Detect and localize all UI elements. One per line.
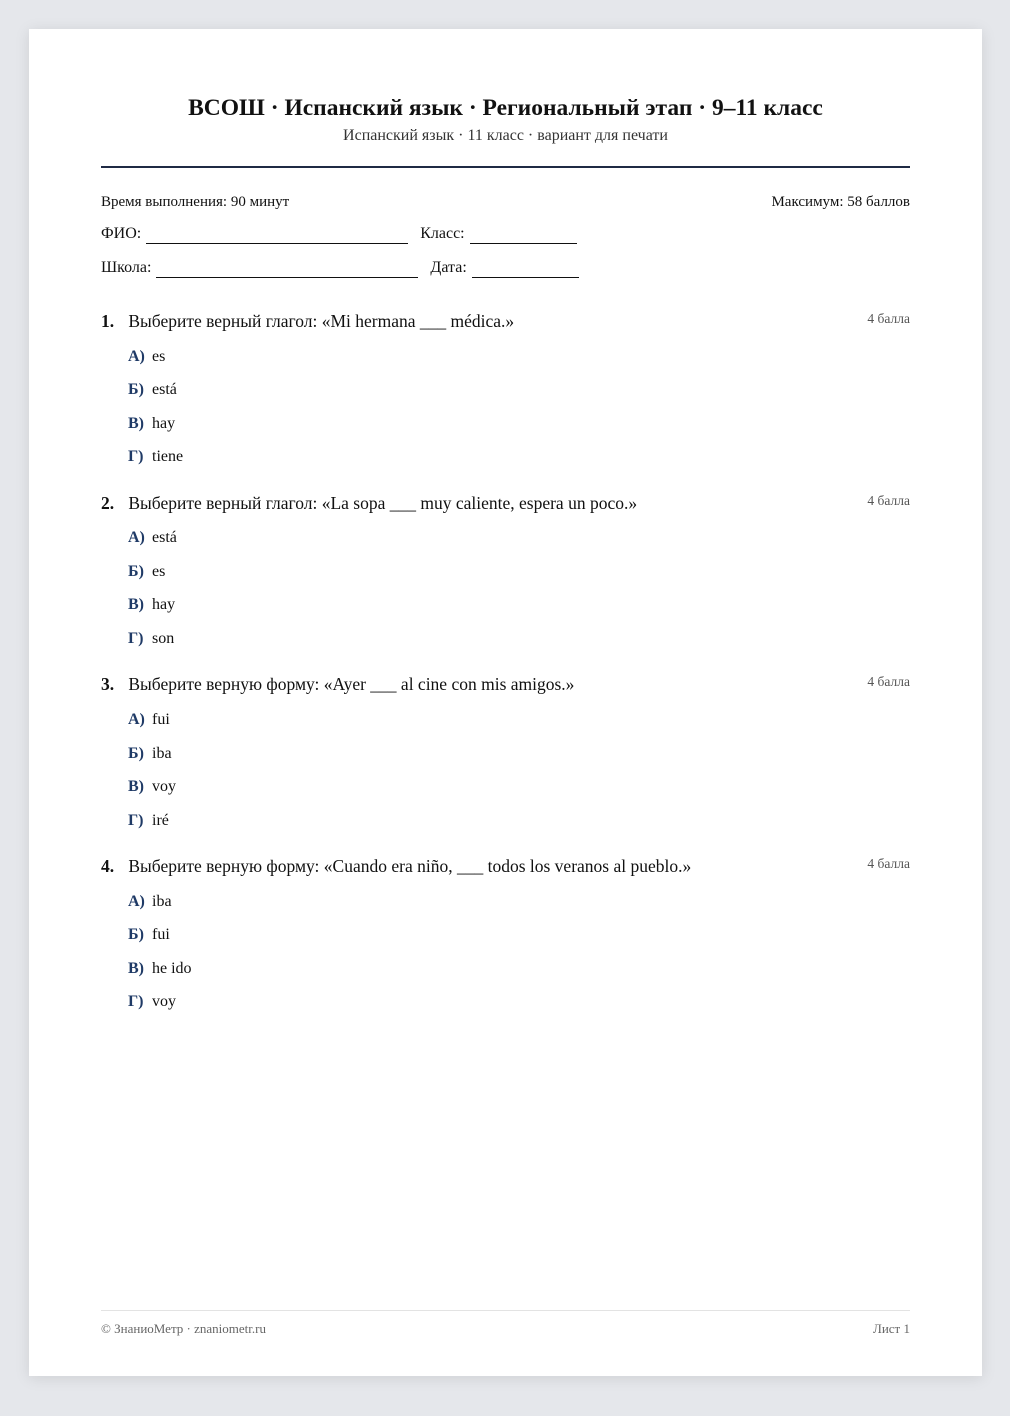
date-field[interactable] [472, 263, 579, 278]
option-b[interactable] [128, 744, 172, 764]
option-letter: Г) [128, 993, 144, 1010]
option-text: fui [152, 711, 170, 728]
option-d[interactable] [128, 811, 169, 831]
question-number: 1. [101, 311, 115, 331]
option-text: está [152, 381, 177, 398]
name-field[interactable] [146, 229, 408, 244]
question-points: 4 балла [867, 856, 910, 871]
footer-copyright: © ЗнаниоМетр · znaniometr.ru [101, 1321, 266, 1336]
option-b[interactable] [128, 380, 177, 400]
option-c[interactable] [128, 777, 176, 797]
option-a[interactable] [128, 710, 170, 730]
question-header [101, 855, 910, 877]
class-label: Класс: [420, 225, 465, 242]
footer-divider [101, 1310, 910, 1311]
option-text: voy [152, 993, 176, 1010]
option-letter: В) [128, 596, 144, 613]
option-text: iré [152, 812, 169, 829]
question-text: Выберите верный глагол: «Mi hermana ___ médica.» [128, 311, 515, 331]
class-field[interactable] [470, 229, 577, 244]
option-letter: Г) [128, 812, 144, 829]
date-label: Дата: [430, 259, 467, 276]
option-text: es [152, 563, 166, 580]
option-letter: Б) [128, 926, 144, 943]
school-label: Школа: [101, 259, 152, 276]
school-field[interactable] [156, 263, 418, 278]
option-b[interactable] [128, 562, 165, 582]
option-b[interactable] [128, 925, 170, 945]
option-d[interactable] [128, 992, 176, 1012]
option-letter: В) [128, 415, 144, 432]
header-divider [101, 166, 910, 168]
option-c[interactable] [128, 595, 175, 615]
page-content [101, 29, 910, 1376]
page-title: ВСОШ · Испанский язык · Региональный этап · 9–11 класс [188, 95, 823, 121]
option-text: está [152, 529, 177, 546]
question-header [101, 492, 910, 514]
question-4 [101, 855, 910, 1010]
option-text: fui [152, 926, 170, 943]
question-number: 3. [101, 674, 115, 694]
option-text: iba [152, 745, 172, 762]
time-limit: Время выполнения: 90 минут [101, 194, 290, 210]
option-letter: В) [128, 960, 144, 977]
option-text: hay [152, 415, 176, 432]
option-a[interactable] [128, 892, 172, 912]
question-points: 4 балла [867, 674, 910, 689]
option-letter: А) [128, 893, 145, 910]
option-a[interactable] [128, 347, 165, 367]
question-3 [101, 673, 910, 829]
document-page [29, 29, 982, 1376]
page-header [101, 92, 910, 146]
option-letter: А) [128, 711, 145, 728]
question-text: Выберите верный глагол: «La sopa ___ muy caliente, espera un poco.» [128, 493, 638, 513]
question-points: 4 балла [867, 493, 910, 508]
page-subtitle: Испанский язык · 11 класс · вариант для печати [343, 127, 668, 144]
option-text: son [152, 630, 175, 647]
question-number: 2. [101, 493, 115, 513]
option-text: voy [152, 778, 176, 795]
option-c[interactable] [128, 959, 192, 979]
question-text: Выберите верную форму: «Cuando era niño, ___ todos los veranos al pueblo.» [128, 856, 692, 876]
name-label: ФИО: [101, 225, 142, 242]
meta-row [101, 192, 910, 212]
option-text: iba [152, 893, 172, 910]
school-date-row [101, 258, 591, 278]
max-score: Максимум: 58 баллов [771, 194, 910, 210]
question-1 [101, 310, 910, 465]
option-text: he ido [152, 960, 192, 977]
name-class-row [101, 224, 589, 244]
option-d[interactable] [128, 629, 174, 649]
question-text: Выберите верную форму: «Ayer ___ al cine con mis amigos.» [128, 674, 575, 694]
option-text: es [152, 348, 166, 365]
footer-page-number: Лист 1 [873, 1321, 910, 1336]
question-points: 4 балла [867, 311, 910, 326]
option-a[interactable] [128, 528, 177, 548]
option-c[interactable] [128, 414, 175, 434]
option-text: hay [152, 596, 176, 613]
option-letter: А) [128, 348, 145, 365]
question-header [101, 310, 910, 332]
option-letter: Г) [128, 630, 144, 647]
option-letter: В) [128, 778, 144, 795]
option-letter: Г) [128, 448, 144, 465]
question-2 [101, 492, 910, 647]
question-number: 4. [101, 856, 115, 876]
option-d[interactable] [128, 447, 183, 467]
question-header [101, 673, 910, 695]
option-text: tiene [152, 448, 184, 465]
option-letter: Б) [128, 381, 144, 398]
option-letter: Б) [128, 563, 144, 580]
option-letter: А) [128, 529, 145, 546]
option-letter: Б) [128, 745, 144, 762]
